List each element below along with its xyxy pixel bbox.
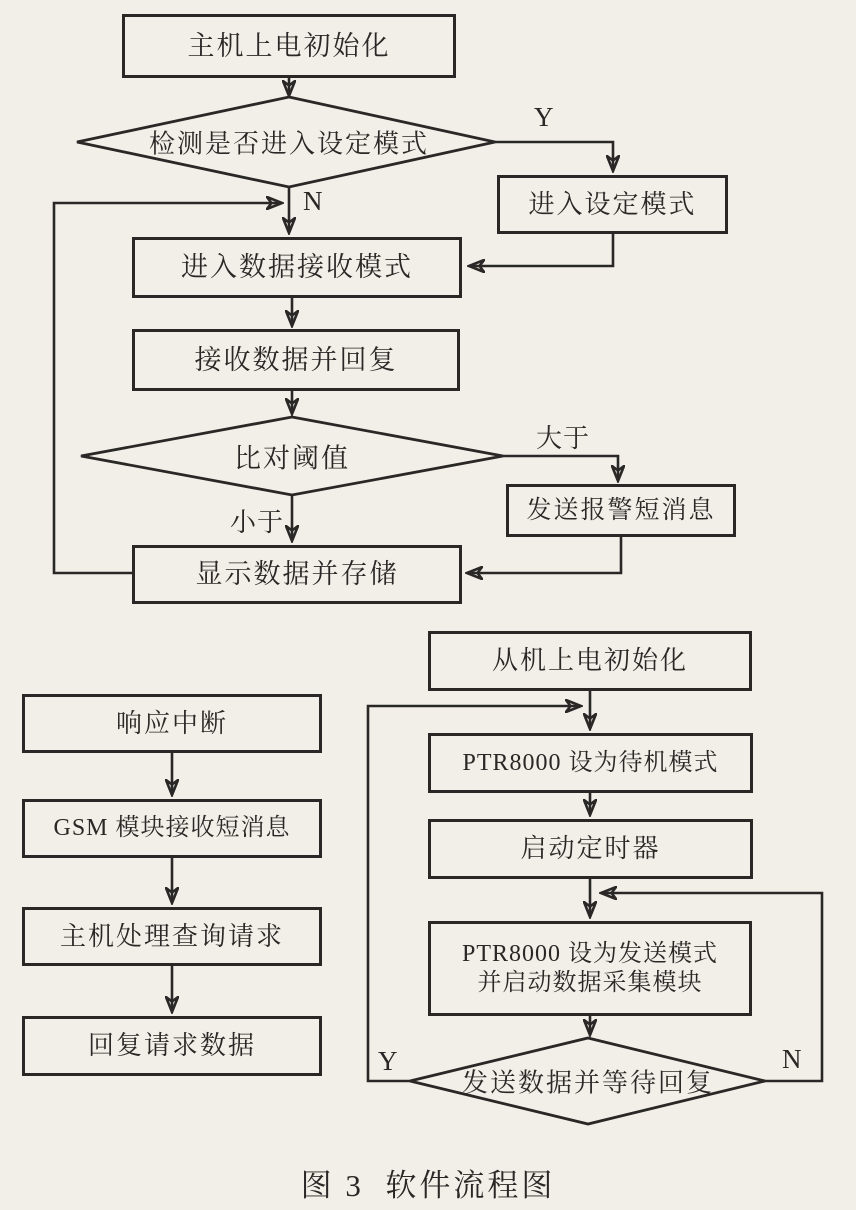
arrow-enter-setting-to-receive-mode xyxy=(470,234,613,266)
node-host-process: 主机处理查询请求 xyxy=(22,907,322,966)
edge-label-no-host: N xyxy=(303,186,324,216)
node-compare-threshold-label: 比对阈值 xyxy=(234,443,350,474)
edge-label-yes-slave: Y xyxy=(378,1046,399,1076)
figure-caption: 图 3 软件流程图 xyxy=(300,1168,556,1203)
edge-label-yes-host: Y xyxy=(534,102,555,132)
node-reply-data: 回复请求数据 xyxy=(22,1016,322,1076)
node-host-init: 主机上电初始化 xyxy=(122,14,456,78)
node-standby-mode: PTR8000 设为待机模式 xyxy=(428,733,753,793)
node-enter-setting: 进入设定模式 xyxy=(497,175,728,234)
node-start-timer: 启动定时器 xyxy=(428,819,753,879)
edge-label-no-slave: N xyxy=(782,1044,803,1074)
branch-compare-greater xyxy=(503,456,618,480)
node-send-mode xyxy=(428,921,752,1016)
edge-label-greater: 大于 xyxy=(536,424,591,453)
node-gsm-receive: GSM 模块接收短消息 xyxy=(22,799,322,858)
node-slave-init: 从机上电初始化 xyxy=(428,631,752,691)
node-respond-interrupt: 响应中断 xyxy=(22,694,322,753)
node-check-setting-label: 检测是否进入设定模式 xyxy=(148,129,430,159)
node-receive-reply: 接收数据并回复 xyxy=(132,329,460,391)
node-send-wait-reply-label: 发送数据并等待回复 xyxy=(461,1068,715,1098)
edge-label-less: 小于 xyxy=(230,508,285,537)
node-display-store: 显示数据并存储 xyxy=(132,545,462,604)
node-send-mode-line2: 并启动数据采集模块 xyxy=(477,969,703,996)
branch-check-yes xyxy=(495,142,613,170)
arrow-alarm-to-display-store xyxy=(468,537,621,573)
node-send-mode-line1: PTR8000 设为发送模式 xyxy=(461,940,718,967)
node-send-alarm: 发送报警短消息 xyxy=(506,484,736,537)
node-enter-receive-mode: 进入数据接收模式 xyxy=(132,237,462,298)
